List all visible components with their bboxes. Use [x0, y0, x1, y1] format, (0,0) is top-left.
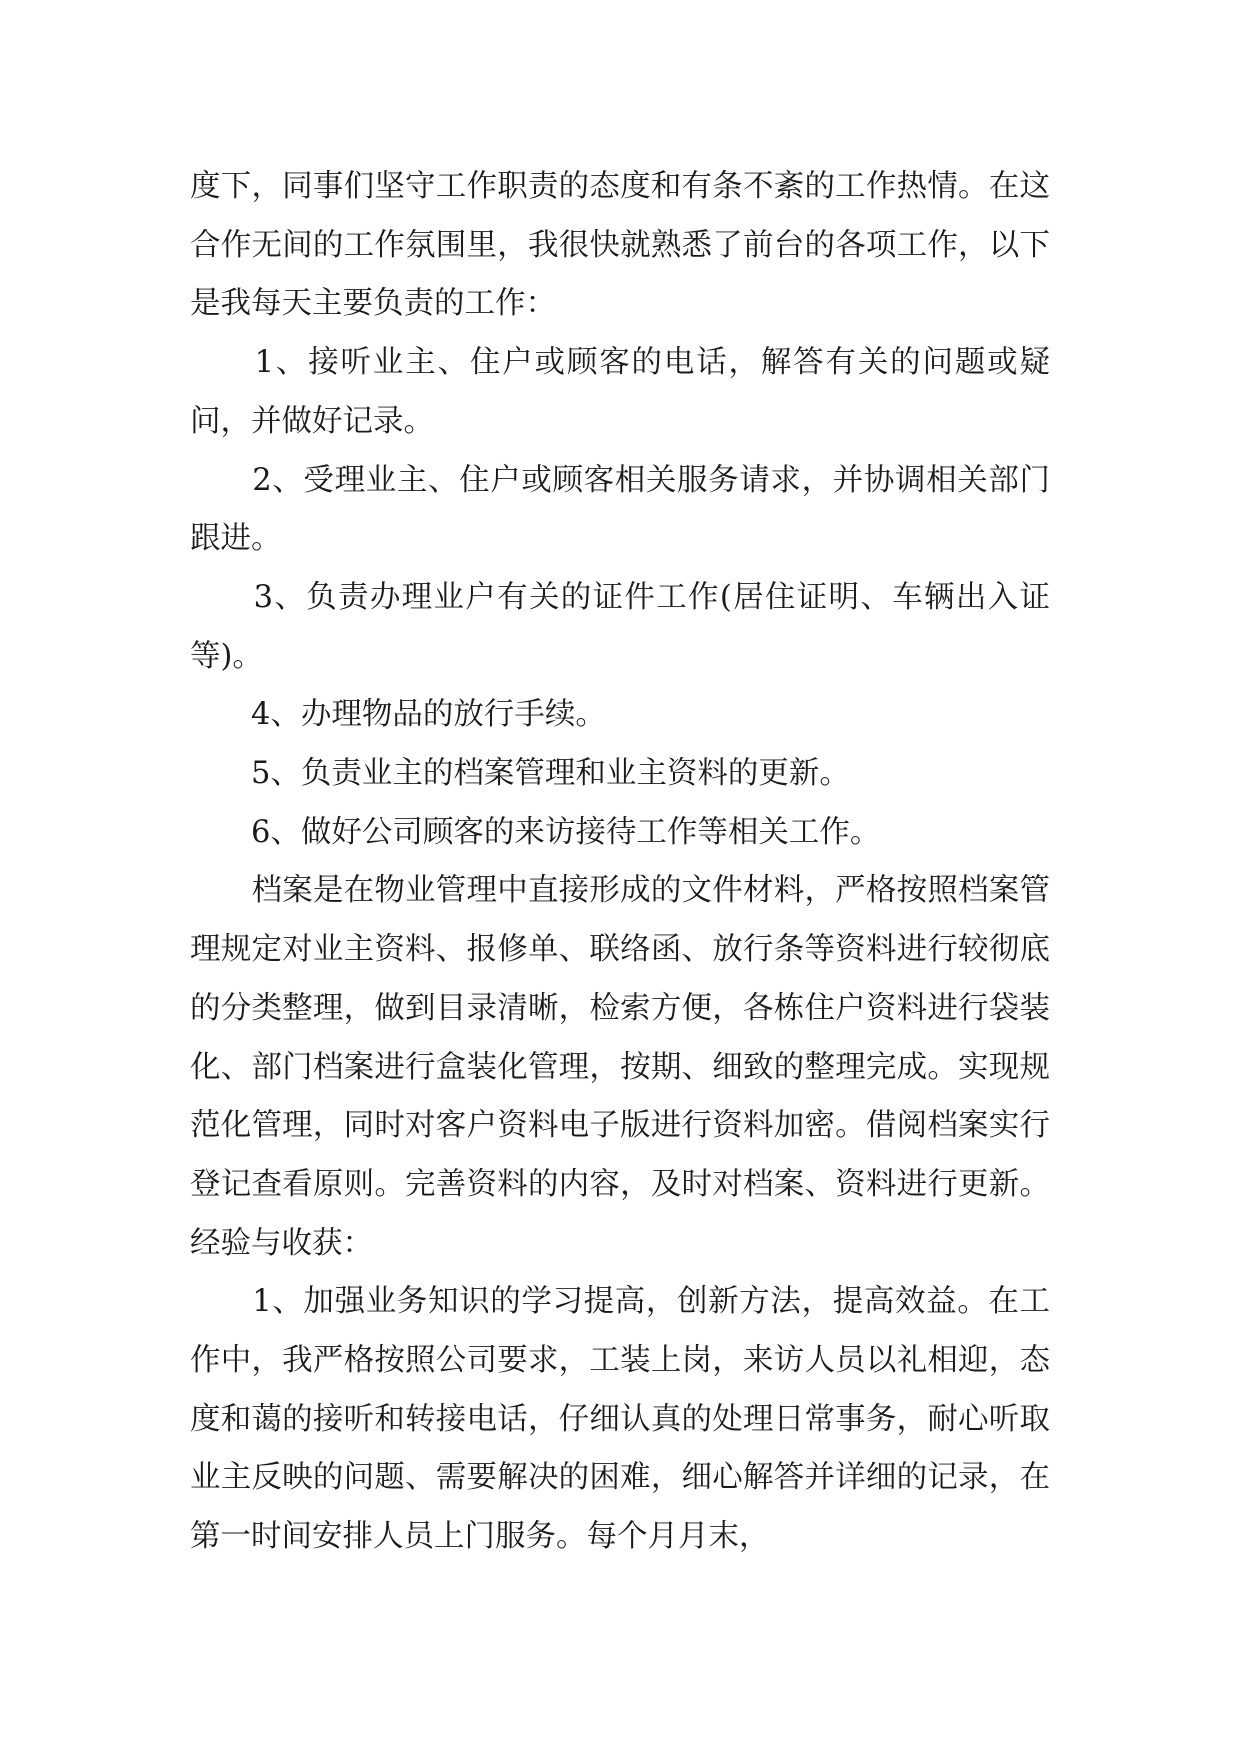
document-body	[190, 158, 1050, 1567]
list-item-5: 5、负责业主的档案管理和业主资料的更新。	[190, 756, 850, 792]
list-item-3: 3、负责办理业户有关的证件工作(居住证明、车辆出入证等)。	[190, 579, 1050, 674]
paragraph-experience-1: 1、加强业务知识的学习提高，创新方法，提高效益。在工作中，我严格按照公司要求，工装上岗，来访人员以礼相迎，态度和蔼的接听和转接电话，仔细认真的处理日常事务，耐心听取业主反映的问题、需要解决的困难，细心解答并详细的记录，在第一时间安排人员上门服务。每个月月末，	[190, 1284, 1050, 1555]
paragraph-archives: 档案是在物业管理中直接形成的文件材料，严格按照档案管理规定对业主资料、报修单、联络函、放行条等资料进行较彻底的分类整理，做到目录清晰，检索方便，各栋住户资料进行袋装化、部门档案进行盒装化管理，按期、细致的整理完成。实现规范化管理，同时对客户资料电子版进行资料加密。借阅档案实行登记查看原则。完善资料的内容，及时对档案、资料进行更新。经验与收获：	[190, 873, 1050, 1261]
list-item-4: 4、办理物品的放行手续。	[190, 697, 606, 733]
list-item-1: 1、接听业主、住户或顾客的电话，解答有关的问题或疑问，并做好记录。	[190, 345, 1050, 439]
list-item-6: 6、做好公司顾客的来访接待工作等相关工作。	[190, 814, 881, 850]
paragraph-intro: 度下，同事们坚守工作职责的态度和有条不紊的工作热情。在这合作无间的工作氛围里，我很快就熟悉了前台的各项工作，以下是我每天主要负责的工作：	[190, 169, 1050, 322]
list-item-2: 2、受理业主、住户或顾客相关服务请求，并协调相关部门跟进。	[190, 462, 1050, 557]
